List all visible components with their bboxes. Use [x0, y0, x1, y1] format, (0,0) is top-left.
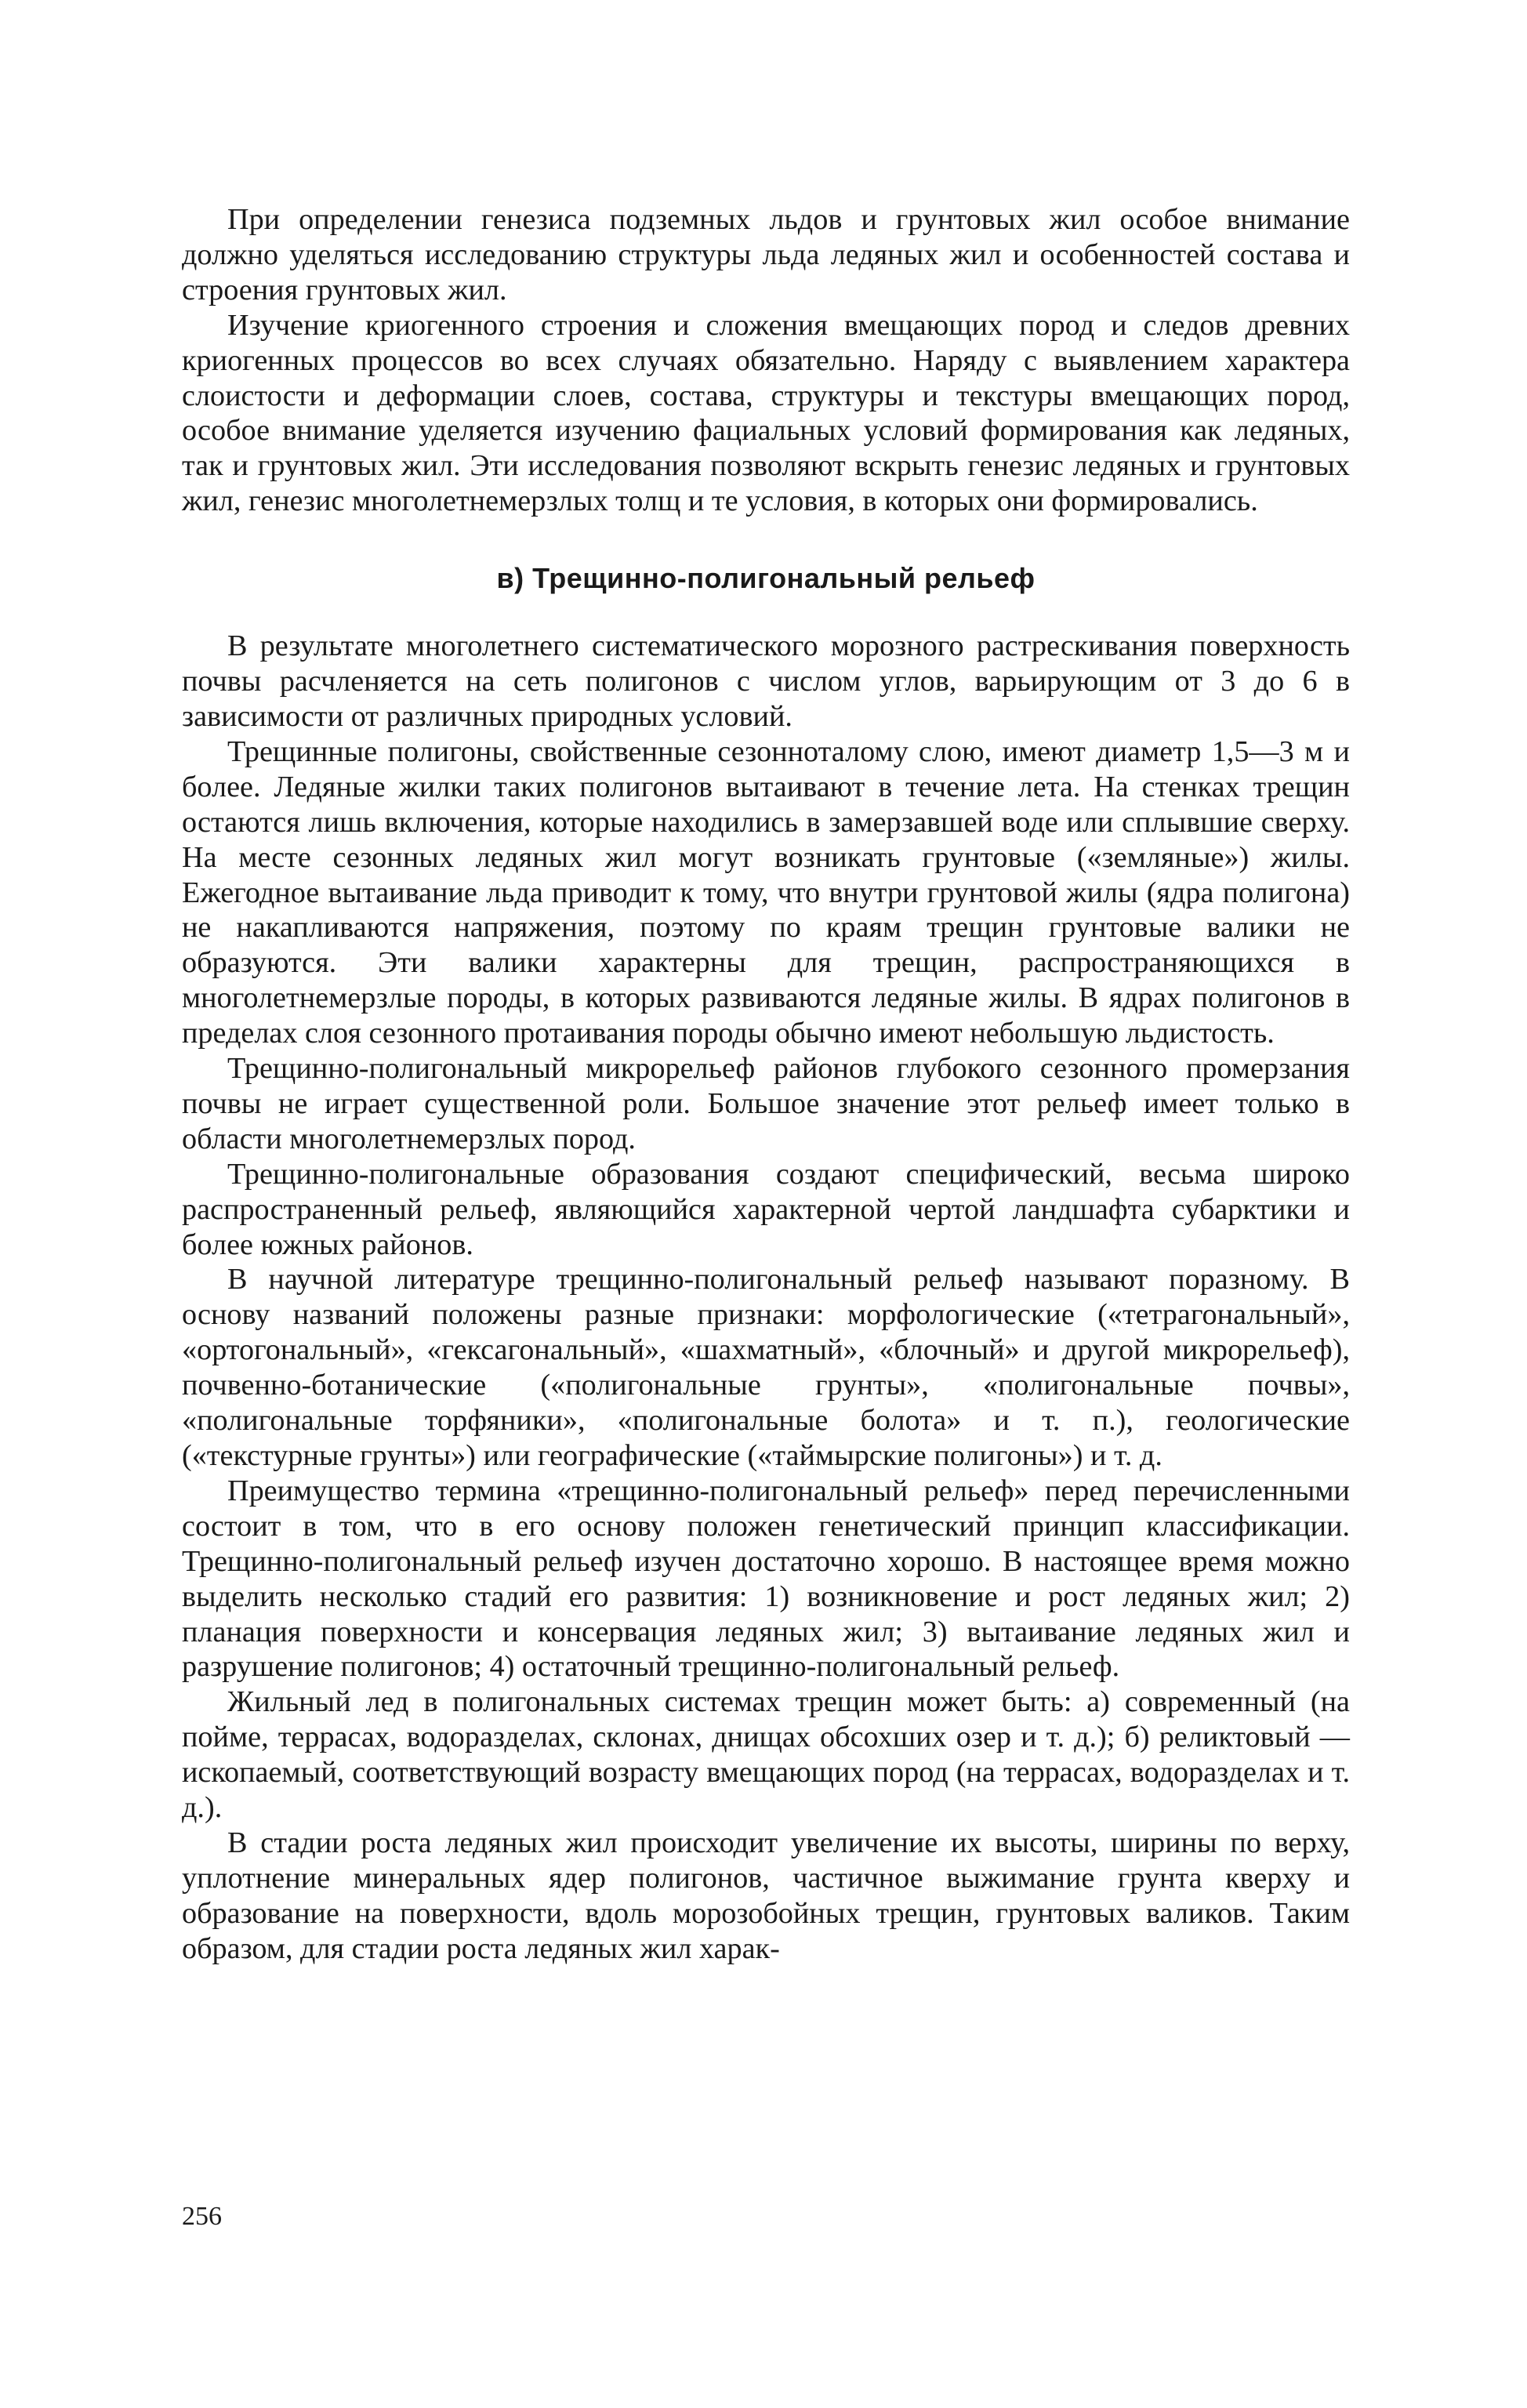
paragraph: При определении генезиса подземных льдов и грунтовых жил особое внимание должно уделяться исследованию структуры льда ледяных жил и особенностей состава и строения грунтовых жил.	[182, 203, 1350, 306]
paragraph: Изучение криогенного строения и сложения вмещающих пород и следов древних криогенных процессов во всех случаях обязательно. Наряду с выявлением характера слоистости и деформации слоев, состава, структуры и текстуры вмещающих пород, особое внимание уделяется изучению фациальных условий формирования как ледяных, так и грунтовых жил. Эти исследования позволяют вскрыть генезис ледяных и грунтовых жил, генезис многолетнемерзлых толщ и те условия, в которых они формировались.	[182, 308, 1350, 518]
paragraph: Трещинно-полигональные образования создают специфический, весьма широко распространенный рельеф, являющийся характерной чертой ландшафта субарктики и более южных районов.	[182, 1157, 1350, 1261]
paragraph: Трещинно-полигональный микрорельеф районов глубокого сезонного промерзания почвы не играет существенной роли. Большое значение этот рельеф имеет только в области многолетнемерзлых пород.	[182, 1052, 1350, 1155]
paragraph: Трещинные полигоны, свойственные сезонноталому слою, имеют диаметр 1,5—3 м и более. Ледяные жилки таких полигонов вытаивают в течение лета. На стенках трещин остаются лишь включения, которые находились в замерзавшей воде или сплывшие сверху. На месте сезонных ледяных жил могут возникать грунтовые («земляные») жилы. Ежегодное вытаивание льда приводит к тому, что внутри грунтовой жилы (ядра полигона) не накапливаются напряжения, поэтому по краям трещин грунтовые валики не образуются. Эти валики характерны для трещин, распространяющихся в многолетнемерзлые породы, в которых развиваются ледяные жилы. В ядрах полигонов в пределах слоя сезонного протаивания породы обычно имеют небольшую льдистость.	[182, 734, 1350, 1050]
page-number: 256	[182, 2202, 222, 2231]
paragraph: В результате многолетнего систематического морозного растрескивания поверхность почвы расчленяется на сеть полигонов с числом углов, варьирующим от 3 до 6 в зависимости от различных природных условий.	[182, 629, 1350, 733]
section-heading: в) Трещинно-полигональный рельеф	[496, 562, 1036, 595]
body-text	[182, 202, 1350, 1967]
paragraph: В стадии роста ледяных жил происходит увеличение их высоты, ширины по верху, уплотнение минеральных ядер полигонов, частичное выжимание грунта кверху и образование на поверхности, вдоль морозобойных трещин, грунтовых валиков. Таким образом, для стадии роста ледяных жил харак-	[182, 1826, 1350, 1965]
paragraph: Преимущество термина «трещинно-полигональный рельеф» перед перечисленными состоит в том, что в его основу положен генетический принцип классификации. Трещинно-полигональный рельеф изучен достаточно хорошо. В настоящее время можно выделить несколько стадий его развития: 1) возникновение и рост ледяных жил; 2) планация поверхности и консервация ледяных жил; 3) вытаивание ледяных жил и разрушение полигонов; 4) остаточный трещинно-полигональный рельеф.	[182, 1474, 1350, 1684]
paragraph: Жильный лед в полигональных системах трещин может быть: а) современный (на пойме, террасах, водоразделах, склонах, днищах обсохших озер и т. д.); б) реликтовый — ископаемый, соответствующий возрасту вмещающих пород (на террасах, водоразделах и т. д.).	[182, 1685, 1350, 1825]
paragraph: В научной литературе трещинно-полигональный рельеф называют поразному. В основу названий положены разные признаки: морфологические («тетрагональный», «ортогональный», «гексагональный», «шахматный», «блочный» и другой микрорельеф), почвенно-ботанические («полигональные грунты», «полигональные почвы», «полигональные торфяники», «полигональные болота» и т. п.), геологические («текстурные грунты») или географические («таймырские полигоны») и т. д.	[182, 1263, 1350, 1472]
